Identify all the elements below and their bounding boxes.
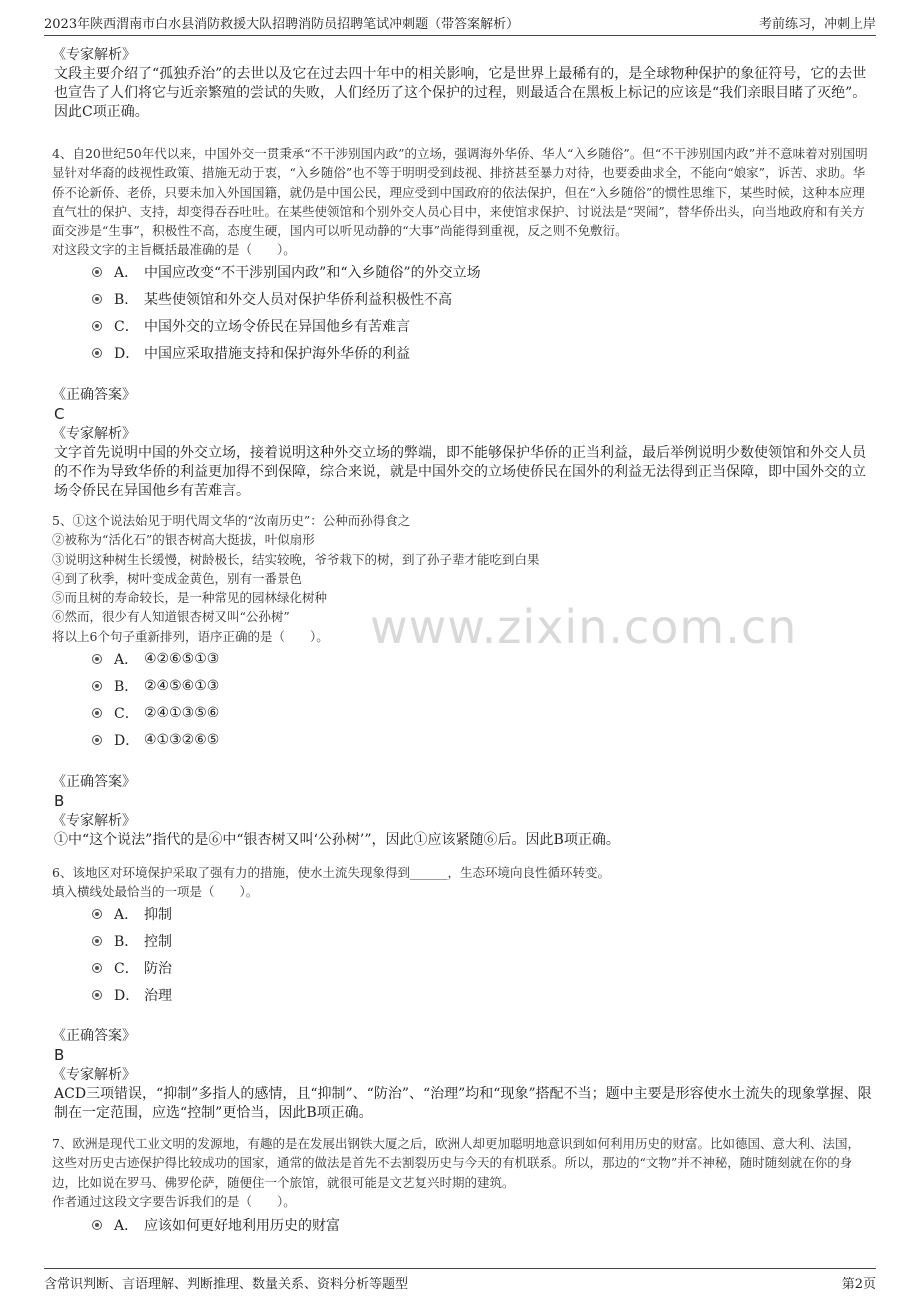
question-6-prompt: 填入横线处最恰当的一项是（ ）。 xyxy=(52,884,259,900)
question-6-body: 6、该地区对环境保护采取了强有力的措施，使水土流失现象得到______，生态环境向良性循环转变。 xyxy=(52,865,610,880)
radio-icon[interactable] xyxy=(92,708,102,718)
option-key: D． xyxy=(114,733,140,749)
option-text: 抑制 xyxy=(144,907,172,923)
q4-option-d[interactable] xyxy=(92,343,410,363)
q5-answer: B xyxy=(54,792,65,810)
option-key: B． xyxy=(114,679,139,695)
expert-label: 《专家解析》 xyxy=(52,47,136,63)
q7-option-a[interactable] xyxy=(92,1215,340,1235)
intro-explanation: 文段主要介绍了“孤独乔治”的去世以及它在过去四十年中的相关影响，它是世界上最稀有的，是全球物种保护的象征符号，它的去世也宣告了人们将它与近亲繁殖的尝试的失败，人们经历了这个保护的过程，则最适合在黑板上标记的应该是“我们亲眼目睹了灭绝”。因此C项正确。 xyxy=(54,66,867,120)
q5-line: ⑥然而，很少有人知道银杏树又叫“公孙树” xyxy=(52,609,290,625)
q6-explanation: ACD三项错误，“抑制”多指人的感情，且“抑制”、“防治”、“治理”均和“现象”搭配不当；题中主要是形容使水土流失的现象掌握、限制在一定范围，应选“控制”更恰当，因此B项正确。 xyxy=(54,1086,872,1121)
question-7-prompt: 作者通过这段文字要告诉我们的是（ ）。 xyxy=(52,1193,296,1209)
q6-answer: B xyxy=(54,1046,65,1064)
radio-icon[interactable] xyxy=(92,654,102,664)
option-key: A． xyxy=(114,907,139,923)
radio-icon[interactable] xyxy=(92,681,102,691)
option-key: A． xyxy=(114,652,139,668)
q5-option-d[interactable] xyxy=(92,730,219,750)
header-slogan: 考前练习，冲刺上岸 xyxy=(758,17,876,32)
question-4-body: 4、自20世纪50年代以来，中国外交一贯秉承“不干涉别国内政”的立场，强调海外华侨、华人“入乡随俗”。但“不干涉别国内政”并不意味着对别国明显针对华裔的歧视性政策、措施无动于衷，“入乡随俗”也不等于明明受到歧视、排挤甚至暴力对待，也要委曲求全，不能向“娘家”，诉苦、求助。华侨不论新侨、老侨，只要未加入外国国籍，就仍是中国公民，理应受到中国政府的依法保护，但在“入乡随俗”的惯性思维下，某些时候，这种本应理直气壮的保护、支持，却变得吞吞吐吐。在某些使领馆和个别外交人员心目中，来使馆求保护、讨说法是“哭闹”，替华侨出头，向当地政府和有关方面交涉是“生事”，积极性不高，态度生硬，国内可以听见动静的“大事”尚能得到重视，反之则不免敷衍。 xyxy=(52,146,868,239)
option-text: ④①③②⑥⑤ xyxy=(144,732,220,748)
option-text: ②④①③⑤⑥ xyxy=(144,705,220,721)
q4-option-b[interactable] xyxy=(92,289,452,309)
q5-explanation: ①中“这个说法”指代的是⑥中“银杏树又叫‘公孙树’”，因此①应该紧随⑥后。因此B项正确。 xyxy=(54,832,620,848)
expert-label: 《专家解析》 xyxy=(52,426,136,442)
q5-line: ④到了秋季，树叶变成金黄色，别有一番景色 xyxy=(52,570,303,586)
q5-line: 5、①这个说法始见于明代周文华的“汝南历史”：公种而孙得食之 xyxy=(52,513,411,528)
q4-option-a[interactable] xyxy=(92,262,481,282)
q4-answer: C xyxy=(54,405,65,423)
option-key: C． xyxy=(114,706,139,722)
page-header xyxy=(44,6,876,36)
radio-icon[interactable] xyxy=(92,321,102,331)
option-text: 治理 xyxy=(144,988,172,1004)
option-text: ④②⑥⑤①③ xyxy=(144,651,220,667)
radio-icon[interactable] xyxy=(92,267,102,277)
q6-option-b[interactable] xyxy=(92,931,172,951)
question-4-text xyxy=(52,144,872,260)
q5-line: ③说明这种树生长缓慢，树龄极长，结实较晚，爷爷栽下的树，到了孙子辈才能吃到白果 xyxy=(52,551,540,567)
option-text: 应该如何更好地利用历史的财富 xyxy=(144,1218,340,1234)
question-4-prompt: 对这段文字的主旨概括最准确的是（ ）。 xyxy=(52,242,296,258)
watermark: www.zixin.com.cn xyxy=(370,600,798,654)
document-title: 2023年陕西渭南市白水县消防救援大队招聘消防员招聘笔试冲刺题（带答案解析） xyxy=(44,17,520,32)
radio-icon[interactable] xyxy=(92,1220,102,1230)
option-key: D． xyxy=(114,346,140,362)
radio-icon[interactable] xyxy=(92,348,102,358)
option-text: 中国应改变“不干涉别国内政”和“入乡随俗”的外交立场 xyxy=(144,265,481,281)
q5-prompt: 将以上6个句子重新排列，语序正确的是（ ）。 xyxy=(52,628,329,644)
option-key: B． xyxy=(114,934,139,950)
q6-option-c[interactable] xyxy=(92,958,172,978)
option-text: ②④⑤⑥①③ xyxy=(144,678,220,694)
q4-explanation: 文字首先说明中国的外交立场，接着说明这种外交立场的弊端，即不能够保护华侨的正当利益，最后举例说明少数使领馆和外交人员的不作为导致华侨的利益更加得不到保障，综合来说，就是中国外交的立场使侨民在国外的利益无法得到正当保障，即中国外交的立场令侨民在异国他乡有苦难言。 xyxy=(54,445,866,499)
option-key: C． xyxy=(114,319,139,335)
option-text: 中国应采取措施支持和保护海外华侨的利益 xyxy=(144,346,410,362)
q5-option-b[interactable] xyxy=(92,676,219,696)
page-number: 第2页 xyxy=(841,1276,876,1292)
option-key: C． xyxy=(114,961,139,977)
q5-line: ②被称为“活化石”的银杏树高大挺拔，叶似扇形 xyxy=(52,532,315,548)
radio-icon[interactable] xyxy=(92,990,102,1000)
option-text: 控制 xyxy=(144,934,172,950)
q6-option-d[interactable] xyxy=(92,985,172,1005)
q5-option-c[interactable] xyxy=(92,703,219,723)
radio-icon[interactable] xyxy=(92,735,102,745)
q4-option-c[interactable] xyxy=(92,316,410,336)
q5-line: ⑤而且树的寿命较长，是一种常见的园林绿化树种 xyxy=(52,590,328,606)
radio-icon[interactable] xyxy=(92,963,102,973)
expert-label: 《专家解析》 xyxy=(52,1067,136,1083)
question-7-text xyxy=(52,1134,872,1211)
page-footer xyxy=(44,1268,876,1295)
option-text: 某些使领馆和外交人员对保护华侨利益积极性不高 xyxy=(144,292,452,308)
option-key: B． xyxy=(114,292,139,308)
expert-label: 《专家解析》 xyxy=(52,813,136,829)
question-6-text xyxy=(52,863,872,902)
option-key: A． xyxy=(114,265,139,281)
radio-icon[interactable] xyxy=(92,294,102,304)
correct-answer-label: 《正确答案》 xyxy=(52,387,136,403)
q6-option-a[interactable] xyxy=(92,904,172,924)
option-key: A． xyxy=(114,1218,139,1234)
option-text: 中国外交的立场令侨民在异国他乡有苦难言 xyxy=(144,319,410,335)
radio-icon[interactable] xyxy=(92,936,102,946)
question-5-text xyxy=(52,511,872,646)
option-text: 防治 xyxy=(144,961,172,977)
q5-option-a[interactable] xyxy=(92,649,219,669)
correct-answer-label: 《正确答案》 xyxy=(52,1028,136,1044)
footer-topics: 含常识判断、言语理解、判断推理、数量关系、资料分析等题型 xyxy=(44,1276,409,1292)
option-key: D． xyxy=(114,988,140,1004)
question-7-body: 7、欧洲是现代工业文明的发源地，有趣的是在发展出钢铁大厦之后，欧洲人却更加聪明地意识到如何利用历史的财富。比如德国、意大利、法国，这些对历史古迹保护得比较成功的国家，通常的做法是首先不去割裂历史与今天的有机联系。所以，那边的“文物”并不神秘，随时随刻就在你的身边，比如说在罗马、佛罗伦萨，随便住一个旅馆，就很可能是文艺复兴时期的建筑。 xyxy=(52,1136,860,1190)
correct-answer-label: 《正确答案》 xyxy=(52,774,136,790)
radio-icon[interactable] xyxy=(92,909,102,919)
